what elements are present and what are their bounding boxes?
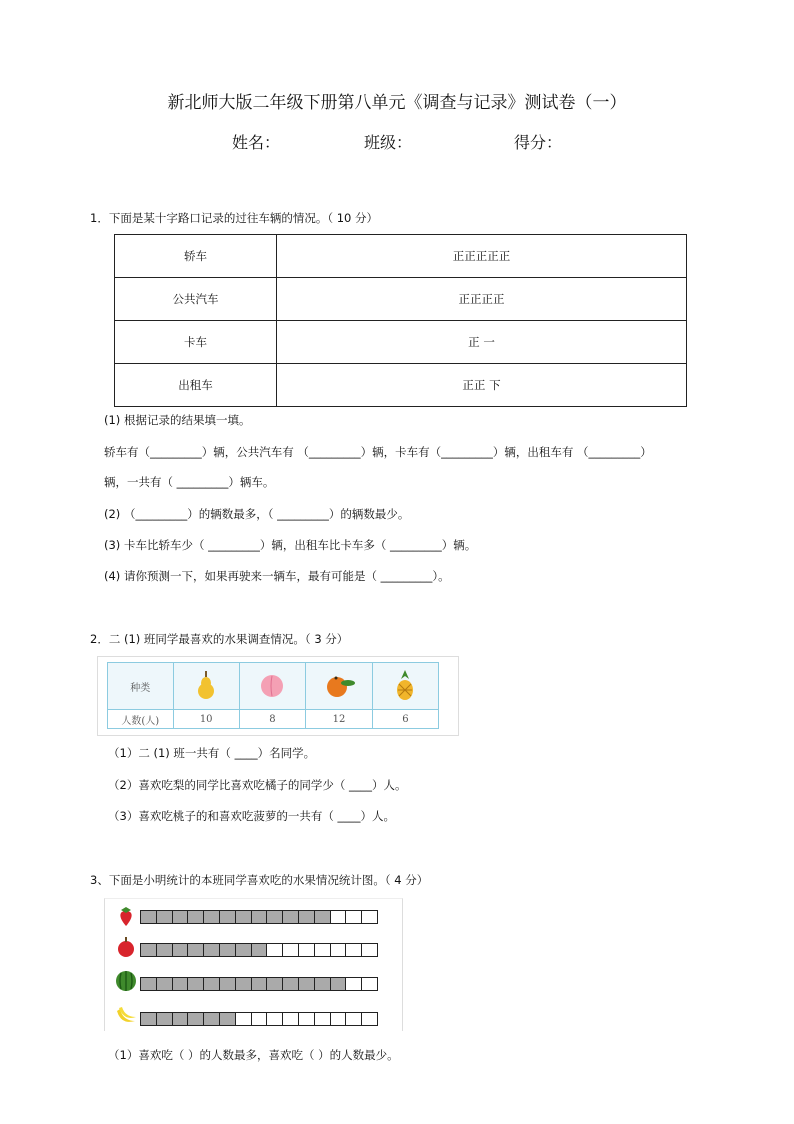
table-row [115,364,687,407]
bar-cell-filled [173,978,189,990]
bar-cell-empty [331,1013,347,1025]
bar-cell-filled [173,944,189,956]
pear-icon [193,670,219,700]
bar-cell-filled [157,911,173,923]
table-row [115,321,687,364]
bar-cell-empty [315,944,331,956]
bar-cell-empty [267,1013,283,1025]
table-row [115,278,687,321]
table-row [115,235,687,278]
bar-cell-filled [188,911,204,923]
bar-cell-filled [220,1013,236,1025]
page-title: 新北师大版二年级下册第八单元《调查与记录》测试卷（一） [167,93,627,113]
bar-cell-filled [173,911,189,923]
bar-apple [140,943,378,957]
bar-cell-filled [141,944,157,956]
bar-cell-empty [346,978,362,990]
peach-icon [258,672,286,698]
bar-cell-filled [204,911,220,923]
banana-icon [115,1005,137,1027]
pineapple-icon [392,669,418,701]
bar-cell-filled [283,978,299,990]
bar-cell-filled [141,1013,157,1025]
bar-cell-filled [188,978,204,990]
apple-icon [115,936,137,958]
table-row [108,710,439,729]
student-info [0,130,794,150]
bar-cell-filled [236,944,252,956]
bar-cell-filled [188,1013,204,1025]
bar-cell-filled [204,1013,220,1025]
bar-cell-filled [299,911,315,923]
tally-marks: 正 一 [277,321,687,364]
q1-line-5: (3) 卡车比轿车少（ _________）辆，出租车比卡车多（ _________）辆。 [104,538,477,552]
watermelon-icon [115,970,137,992]
bar-cell-empty [236,1013,252,1025]
bar-watermelon [140,977,378,991]
fruit-cell [372,663,438,710]
name-field-label: 姓名： [232,133,281,152]
bar-cell-empty [346,944,362,956]
q2-line-1: （1）二 (1) 班一共有（ ____）名同学。 [108,746,316,760]
bar-cell-filled [315,911,331,923]
bar-cell-filled [252,911,268,923]
bar-cell-empty [362,944,377,956]
header-label: 种类 [108,663,174,710]
bar-cell-filled [267,911,283,923]
bar-cell-empty [283,944,299,956]
bar-cell-empty [346,911,362,923]
fruit-cell [306,663,373,710]
bar-strawberry [140,910,378,924]
bar-cell-filled [157,1013,173,1025]
bar-cell-filled [315,978,331,990]
count-label: 人数(人) [108,710,174,729]
bar-cell-filled [157,944,173,956]
bar-cell-filled [220,911,236,923]
vehicle-name: 出租车 [115,364,277,407]
bar-cell-filled [331,978,347,990]
bar-cell-filled [252,944,268,956]
bar-cell-empty [267,944,283,956]
bar-cell-empty [362,1013,377,1025]
tally-marks: 正正正正正 [277,235,687,278]
q1-line-2: 轿车有（_________）辆，公共汽车有 （_________）辆，卡车有（_________）辆，出租车有 （_________） [104,445,652,459]
bar-cell-empty [362,978,377,990]
bar-cell-filled [157,978,173,990]
bar-cell-empty [283,1013,299,1025]
bar-cell-filled [299,978,315,990]
bar-cell-filled [220,944,236,956]
count-cell: 12 [306,710,373,729]
bar-cell-filled [204,978,220,990]
fruit-cell [239,663,305,710]
count-cell: 10 [173,710,239,729]
q1-line-1: (1) 根据记录的结果填一填。 [104,413,251,427]
bar-cell-empty [346,1013,362,1025]
bar-cell-empty [331,911,347,923]
bar-cell-empty [362,911,377,923]
q3-line-1: （1）喜欢吃（ ）的人数最多，喜欢吃（ ）的人数最少。 [108,1048,399,1062]
q1-line-4: (2) （_________）的辆数最多，（ _________）的辆数最少。 [104,507,410,521]
tally-marks: 正正正正 [277,278,687,321]
bar-cell-filled [283,911,299,923]
q2-heading: 2．二 (1) 班同学最喜欢的水果调查情况。（ 3 分） [90,632,349,646]
vehicle-name: 卡车 [115,321,277,364]
bar-cell-filled [236,978,252,990]
bar-cell-filled [141,978,157,990]
bar-cell-empty [252,1013,268,1025]
bar-cell-filled [252,978,268,990]
bar-cell-empty [299,944,315,956]
class-field-label: 班级： [364,133,413,152]
count-cell: 6 [372,710,438,729]
q2-line-3: （3）喜欢吃桃子的和喜欢吃菠萝的一共有（ ____）人。 [108,809,395,823]
vehicle-name: 轿车 [115,235,277,278]
bar-cell-empty [331,944,347,956]
bar-cell-filled [267,978,283,990]
vehicle-tally-table [114,234,687,407]
score-field-label: 得分： [514,133,563,152]
q3-heading: 3、下面是小明统计的本班同学喜欢吃的水果情况统计图。（ 4 分） [90,873,429,887]
q2-line-2: （2）喜欢吃梨的同学比喜欢吃橘子的同学少（ ____）人。 [108,778,407,792]
q1-line-6: (4) 请你预测一下，如果再驶来一辆车，最有可能是（ _________）。 [104,569,450,583]
bar-cell-filled [236,911,252,923]
strawberry-icon [115,905,137,927]
bar-cell-filled [141,911,157,923]
vehicle-name: 公共汽车 [115,278,277,321]
q1-line-3: 辆，一共有（ _________）辆车。 [104,475,275,489]
fruit-survey-table [107,662,439,729]
orange-icon [322,671,356,699]
fruit-cell [173,663,239,710]
bar-cell-filled [204,944,220,956]
bar-cell-filled [173,1013,189,1025]
q1-heading: 1．下面是某十字路口记录的过往车辆的情况。（ 10 分） [90,211,379,225]
bar-cell-empty [299,1013,315,1025]
bar-banana [140,1012,378,1026]
table-row [108,663,439,710]
tally-marks: 正正 下 [277,364,687,407]
bar-cell-empty [315,1013,331,1025]
bar-cell-filled [188,944,204,956]
count-cell: 8 [239,710,305,729]
bar-cell-filled [220,978,236,990]
